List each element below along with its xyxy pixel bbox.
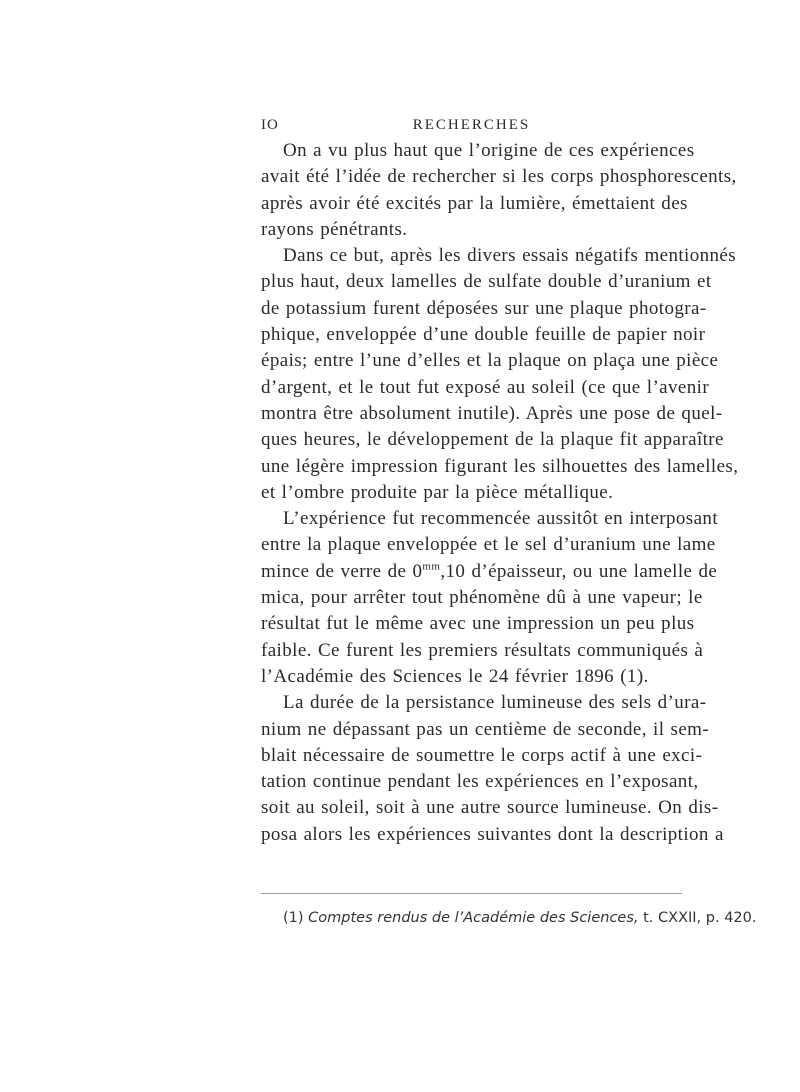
- text-line: avait été l’idée de rechercher si les corps phosphorescents,: [261, 166, 737, 188]
- paragraph-2: [261, 243, 739, 506]
- text-line: tation continue pendant les expériences en l’exposant,: [261, 771, 699, 793]
- text-line: mica, pour arrêter tout phénomène dû à une vapeur; le: [261, 587, 703, 609]
- page-number: IO: [261, 117, 279, 133]
- running-title: RECHERCHES: [412, 117, 531, 133]
- paragraph-3: [261, 506, 719, 690]
- text-line: une légère impression figurant les silhouettes des lamelles,: [261, 455, 739, 477]
- footnote-marker: (1): [283, 910, 304, 926]
- page-header: [261, 117, 682, 137]
- text-line: L’expérience fut recommencée aussitôt en interposant: [283, 508, 719, 530]
- footnote: [283, 910, 757, 926]
- footnote-divider: [261, 893, 682, 894]
- text-line: rayons pénétrants.: [261, 218, 408, 240]
- text-line: blait nécessaire de soumettre le corps actif à une exci-: [261, 744, 703, 766]
- text-line: de potassium furent déposées sur une plaque photogra-: [261, 297, 707, 319]
- text-line: nium ne dépassant pas un centième de seconde, il sem-: [261, 718, 710, 740]
- text-line: entre la plaque enveloppée et le sel d’uranium une lame: [261, 534, 716, 556]
- text-line: mince de verre de $0^{mm},10$ d’épaisseur, ou une lamelle de: [261, 560, 718, 582]
- text-line: La durée de la persistance lumineuse des sels d’ura-: [283, 692, 707, 714]
- text-line: montra être absolument inutile). Après une pose de quel-: [261, 402, 723, 424]
- text-line: posa alors les expériences suivantes dont la description a: [261, 823, 724, 845]
- footnote-source: Comptes rendus de l’Académie des Sciences,: [308, 910, 639, 926]
- unit-superscript: mm: [422, 560, 441, 573]
- text-line: d’argent, et le tout fut exposé au soleil (ce que l’avenir: [261, 376, 710, 398]
- text-line: faible. Ce furent les premiers résultats communiqués à: [261, 639, 704, 661]
- body-text: [261, 138, 739, 848]
- text-line: Dans ce but, après les divers essais négatifs mentionnés: [283, 245, 737, 267]
- footnote-reference: t. CXXII, p. 420.: [643, 910, 757, 926]
- text-line: phique, enveloppée d’une double feuille de papier noir: [261, 324, 706, 346]
- paragraph-4: [261, 690, 724, 848]
- text-line: l’Académie des Sciences le 24 février 1896 (1).: [261, 665, 649, 687]
- text-line: soit au soleil, soit à une autre source lumineuse. On dis-: [261, 797, 719, 819]
- text-line: ques heures, le développement de la plaque fit apparaître: [261, 429, 724, 451]
- text-line: plus haut, deux lamelles de sulfate double d’uranium et: [261, 271, 712, 293]
- text-line: après avoir été excités par la lumière, émettaient des: [261, 192, 688, 214]
- text-line: épais; entre l’une d’elles et la plaque on plaça une pièce: [261, 350, 719, 372]
- text-line: et l’ombre produite par la pièce métallique.: [261, 481, 614, 503]
- text-line: On a vu plus haut que l’origine de ces expériences: [283, 140, 695, 161]
- paragraph-1: [261, 138, 737, 243]
- text-line: résultat fut le même avec une impression un peu plus: [261, 613, 695, 635]
